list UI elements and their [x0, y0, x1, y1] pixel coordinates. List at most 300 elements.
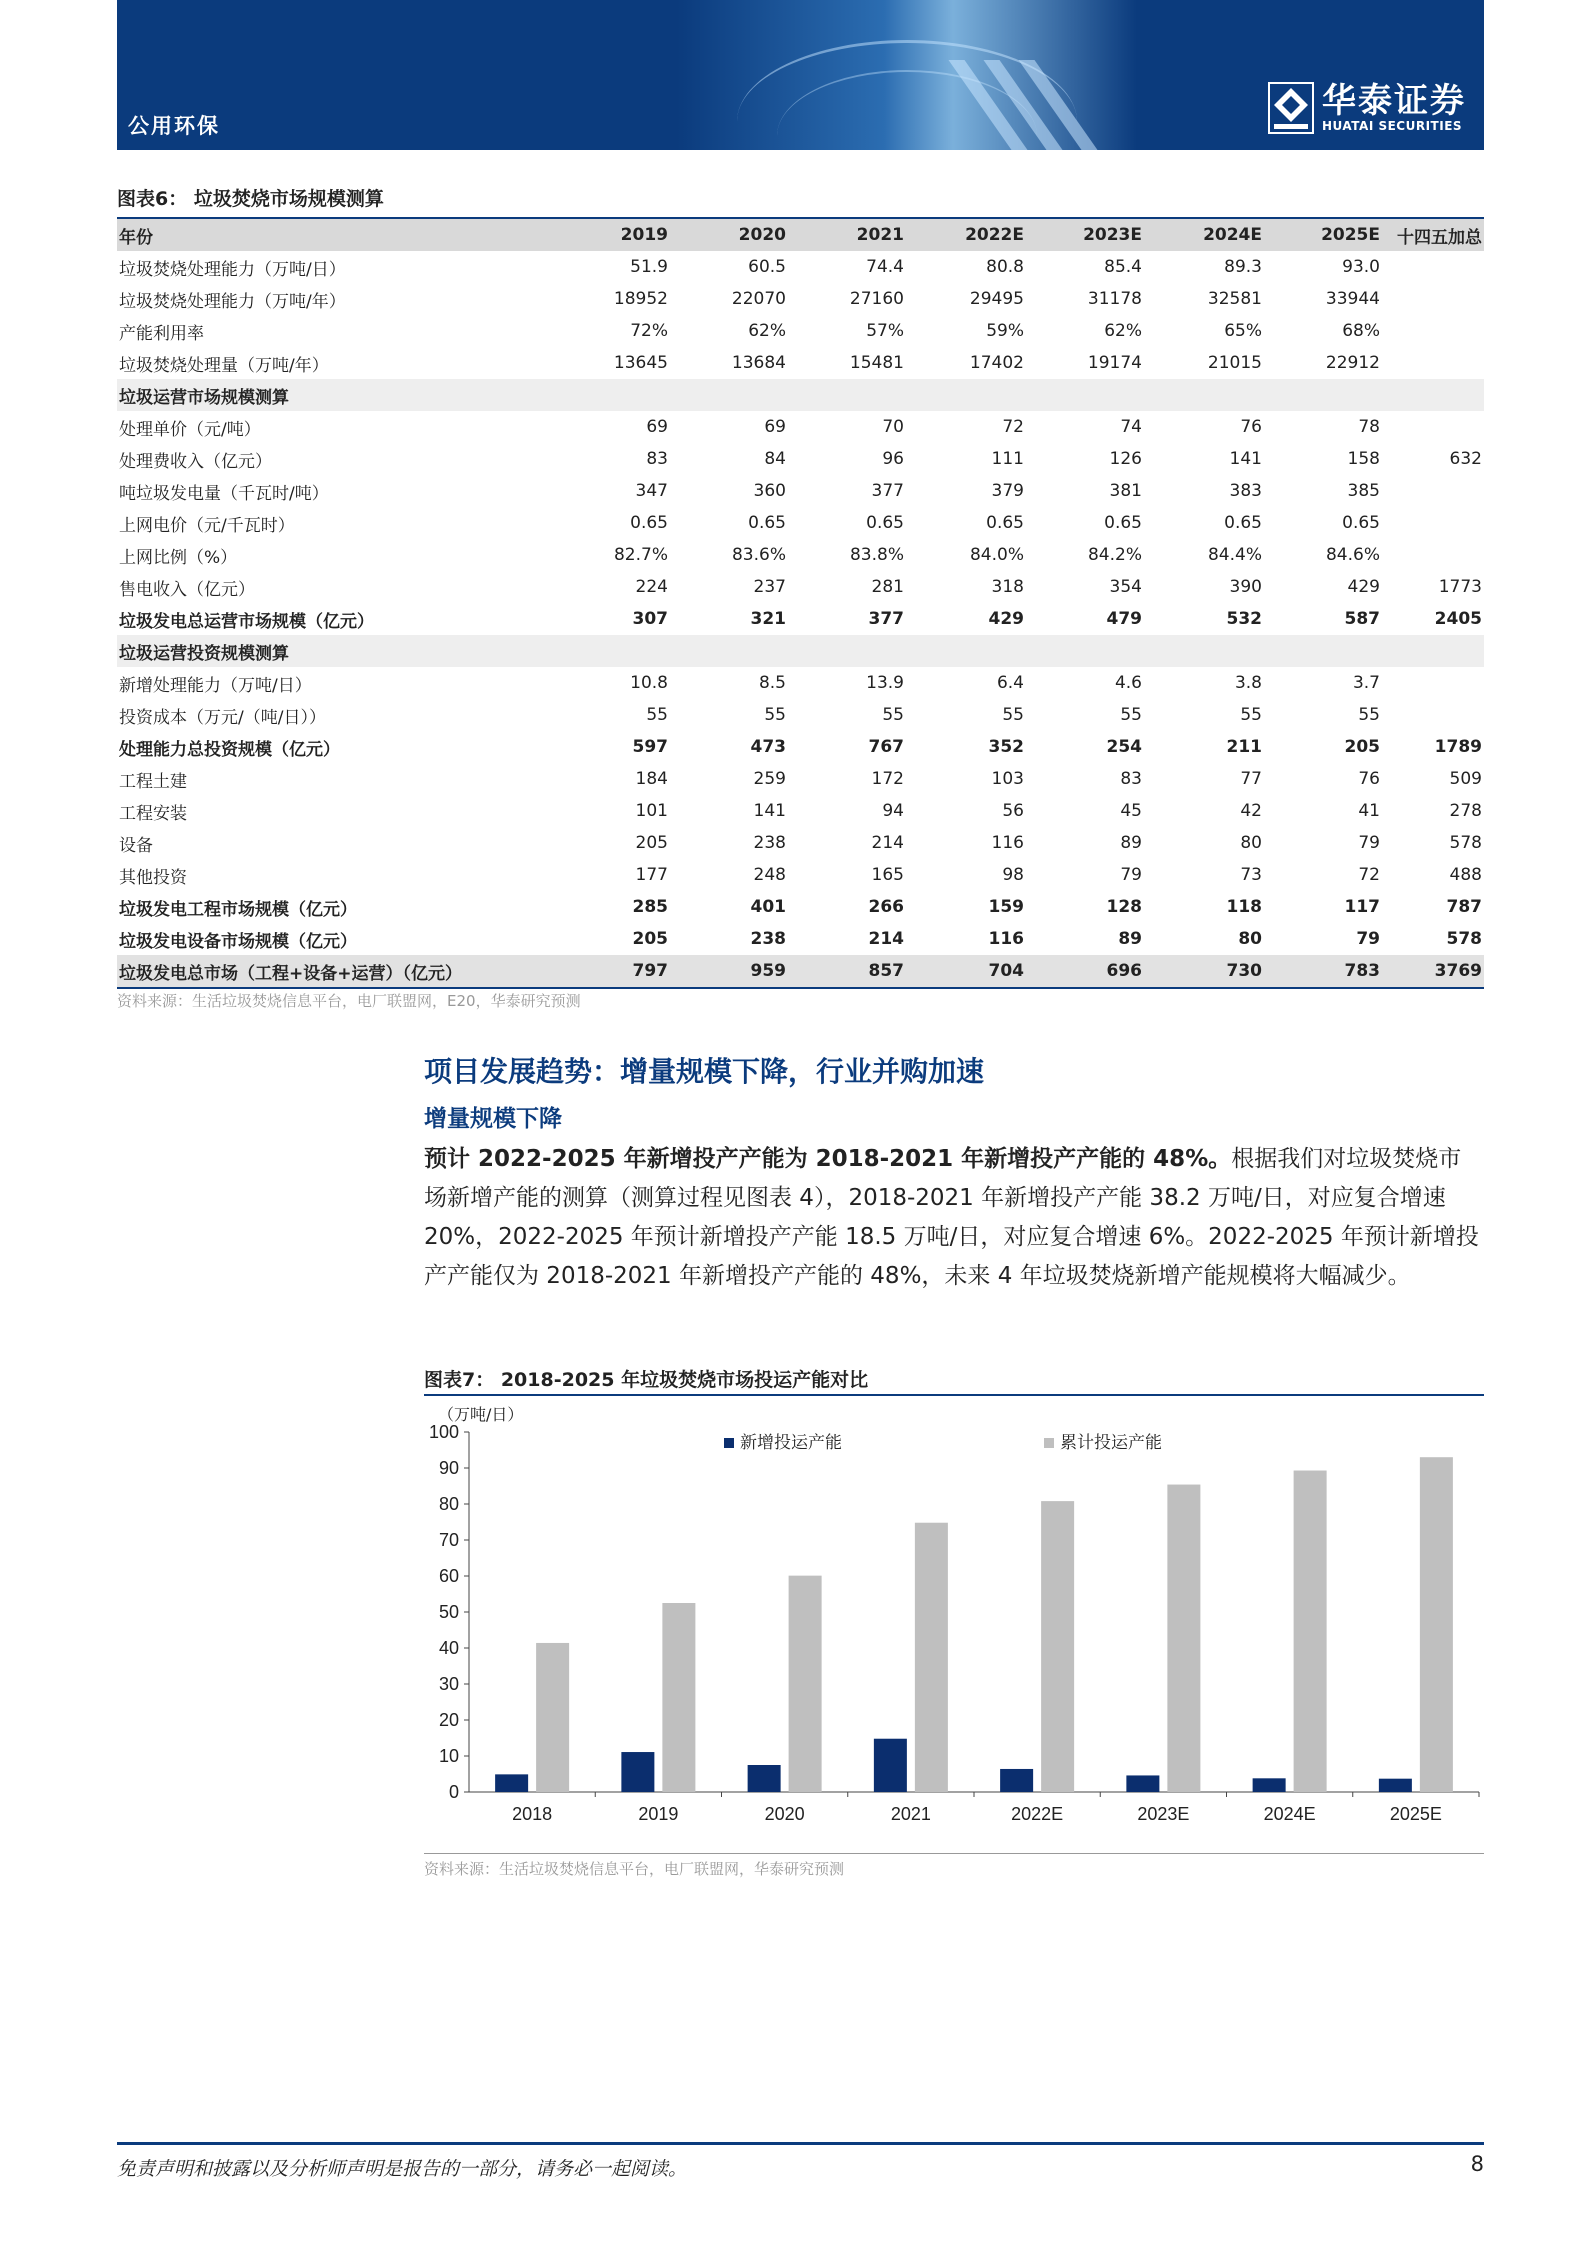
table-cell: 89 — [1118, 929, 1142, 949]
table-cell: 32581 — [1207, 289, 1262, 309]
table-row — [117, 731, 1484, 763]
table-cell: 84 — [764, 449, 786, 469]
table-cell: 0.65 — [986, 513, 1024, 533]
table-cell — [1382, 347, 1484, 379]
table-cell — [1264, 379, 1382, 411]
table-cell: 70 — [882, 417, 904, 437]
table-cell: 165 — [871, 865, 904, 885]
chart-source: 资料来源：生活垃圾焚烧信息平台，电厂联盟网，华泰研究预测 — [424, 1860, 845, 1878]
table-cell: 72 — [1002, 417, 1024, 437]
y-tick-label: 40 — [438, 1638, 459, 1658]
table-cell: 8.5 — [758, 673, 786, 693]
bar-new-capacity — [874, 1739, 907, 1792]
table-cell: 118 — [1226, 897, 1262, 917]
x-tick-label: 2021 — [890, 1804, 931, 1824]
table-cell: 55 — [882, 705, 904, 725]
table-cell: 72 — [1358, 865, 1380, 885]
table-cell: 83 — [646, 449, 668, 469]
table-cell: 96 — [882, 449, 904, 469]
bar-cumulative-capacity — [1167, 1485, 1200, 1792]
x-tick-label: 2025E — [1389, 1804, 1442, 1824]
table-cell — [788, 635, 906, 667]
bar-new-capacity — [621, 1752, 654, 1792]
y-tick-label: 50 — [438, 1602, 459, 1622]
table-cell: 84.6% — [1325, 545, 1380, 565]
capacity-bar-chart — [424, 1420, 1484, 1850]
table-cell — [1264, 635, 1382, 667]
subsection-heading: 增量规模下降 — [424, 1106, 562, 1132]
table-cell: 307 — [632, 609, 668, 629]
table-cell: 68% — [1342, 321, 1380, 341]
chart-bottom-rule — [424, 1853, 1484, 1854]
table-row — [117, 859, 1484, 891]
legend-swatch — [1044, 1438, 1054, 1448]
bar-cumulative-capacity — [789, 1576, 822, 1792]
table-row — [117, 347, 1484, 379]
table-cell: 55 — [646, 705, 668, 725]
table-row — [117, 763, 1484, 795]
y-tick-label: 90 — [438, 1458, 459, 1478]
table-cell: 79 — [1356, 929, 1380, 949]
table-cell: 83.6% — [731, 545, 786, 565]
table-cell — [1382, 251, 1484, 283]
footer-disclaimer: 免责声明和披露以及分析师声明是报告的一部分，请务必一起阅读。 — [117, 2158, 688, 2180]
table-cell: 578 — [1449, 833, 1482, 853]
column-header: 2024E — [1144, 218, 1264, 251]
table-cell: 83 — [1120, 769, 1142, 789]
table-cell: 509 — [1449, 769, 1482, 789]
x-tick-label: 2023E — [1137, 1804, 1190, 1824]
table-cell — [1382, 699, 1484, 731]
row-label: 垃圾焚烧处理能力（万吨/年） — [119, 291, 346, 312]
table-cell: 360 — [753, 481, 786, 501]
table-cell: 1773 — [1438, 577, 1482, 597]
table-header-row — [117, 218, 1484, 251]
table-cell: 224 — [635, 577, 668, 597]
table-row — [117, 315, 1484, 347]
table-cell — [906, 379, 1026, 411]
column-header: 十四五加总 — [1382, 218, 1484, 251]
table-cell: 84.2% — [1087, 545, 1142, 565]
table-cell: 767 — [868, 737, 904, 757]
row-label: 工程安装 — [119, 803, 187, 824]
table-cell: 184 — [635, 769, 668, 789]
body-paragraph — [424, 1140, 1484, 1296]
bar-new-capacity — [1000, 1769, 1033, 1792]
table-row — [117, 411, 1484, 443]
table-cell: 74 — [1120, 417, 1142, 437]
table-cell: 248 — [753, 865, 786, 885]
table-cell: 238 — [750, 929, 786, 949]
table-cell: 0.65 — [866, 513, 904, 533]
table-cell: 82.7% — [613, 545, 668, 565]
chart-y-unit: （万吨/日） — [438, 1405, 524, 1424]
table-cell: 381 — [1109, 481, 1142, 501]
table-cell: 17402 — [969, 353, 1024, 373]
table-cell: 29495 — [969, 289, 1024, 309]
table-cell: 390 — [1229, 577, 1262, 597]
table-cell: 22070 — [731, 289, 786, 309]
table-cell: 78 — [1358, 417, 1380, 437]
legend-label: 累计投运产能 — [1060, 1433, 1162, 1453]
table-cell: 266 — [868, 897, 904, 917]
table-cell: 532 — [1226, 609, 1262, 629]
table-cell: 158 — [1347, 449, 1380, 469]
table-cell: 80.8 — [986, 257, 1024, 277]
table-cell: 89 — [1120, 833, 1142, 853]
table-cell: 94 — [882, 801, 904, 821]
bar-cumulative-capacity — [662, 1603, 695, 1792]
table-cell: 479 — [1106, 609, 1142, 629]
table-cell: 84.0% — [969, 545, 1024, 565]
table-cell — [1382, 283, 1484, 315]
column-header: 2020 — [670, 218, 788, 251]
table-cell: 74.4 — [866, 257, 904, 277]
paragraph-lead: 预计 2022-2025 年新增投产产能为 2018-2021 年新增投产产能的 48%。 — [424, 1146, 1232, 1172]
table-cell: 101 — [635, 801, 668, 821]
table-cell — [906, 635, 1026, 667]
table-cell — [1382, 635, 1484, 667]
table-cell: 69 — [646, 417, 668, 437]
table-cell: 205 — [635, 833, 668, 853]
table-cell: 41 — [1358, 801, 1380, 821]
table-cell: 578 — [1446, 929, 1482, 949]
table-cell: 2405 — [1434, 609, 1482, 629]
table-cell — [1382, 379, 1484, 411]
table-cell: 116 — [988, 929, 1024, 949]
table-cell: 352 — [988, 737, 1024, 757]
x-tick-label: 2024E — [1263, 1804, 1316, 1824]
table-cell: 278 — [1449, 801, 1482, 821]
y-tick-label: 60 — [438, 1566, 459, 1586]
table-cell: 15481 — [849, 353, 904, 373]
table-cell: 13.9 — [866, 673, 904, 693]
table-cell — [1144, 635, 1264, 667]
y-tick-label: 30 — [438, 1674, 459, 1694]
row-label: 垃圾运营投资规模测算 — [117, 635, 557, 667]
row-label: 工程土建 — [119, 771, 187, 792]
page-number: 8 — [1470, 2152, 1484, 2176]
table-cell: 62% — [1104, 321, 1142, 341]
row-label: 垃圾焚烧处理量（万吨/年） — [119, 355, 329, 376]
row-label: 垃圾发电工程市场规模（亿元） — [119, 899, 357, 920]
table-cell — [788, 379, 906, 411]
table-cell: 959 — [670, 955, 788, 988]
table-cell: 141 — [753, 801, 786, 821]
table-cell: 401 — [750, 897, 786, 917]
table-row — [117, 571, 1484, 603]
table-row — [117, 891, 1484, 923]
table-cell — [1382, 667, 1484, 699]
table-row — [117, 827, 1484, 859]
row-label: 处理能力总投资规模（亿元） — [119, 739, 340, 760]
table-cell: 238 — [753, 833, 786, 853]
table-cell: 141 — [1229, 449, 1262, 469]
table-section-row — [117, 379, 1484, 411]
row-label: 设备 — [119, 835, 153, 856]
logo-name-cn: 华泰证券 — [1322, 81, 1466, 121]
table-cell: 237 — [753, 577, 786, 597]
bar-cumulative-capacity — [1294, 1471, 1327, 1792]
bar-new-capacity — [1253, 1778, 1286, 1792]
bar-new-capacity — [495, 1774, 528, 1792]
table-cell: 79 — [1120, 865, 1142, 885]
table-cell: 76 — [1358, 769, 1380, 789]
row-label: 垃圾发电设备市场规模（亿元） — [119, 931, 357, 952]
table-cell — [1026, 635, 1144, 667]
table-cell: 117 — [1344, 897, 1380, 917]
table-cell: 80 — [1240, 833, 1262, 853]
row-label: 吨垃圾发电量（千瓦时/吨） — [119, 483, 329, 504]
table-cell — [1382, 475, 1484, 507]
table-cell: 62% — [748, 321, 786, 341]
table-cell: 116 — [991, 833, 1024, 853]
table-cell: 377 — [871, 481, 904, 501]
table-cell: 45 — [1120, 801, 1142, 821]
table-cell: 73 — [1240, 865, 1262, 885]
table-cell: 285 — [632, 897, 668, 917]
table-caption: 图表6： 垃圾焚烧市场规模测算 — [117, 188, 384, 210]
company-logo — [1268, 82, 1466, 134]
table-cell: 3.7 — [1352, 673, 1380, 693]
table-cell: 0.65 — [1224, 513, 1262, 533]
table-cell: 597 — [632, 737, 668, 757]
table-cell: 33944 — [1325, 289, 1380, 309]
table-row — [117, 475, 1484, 507]
table-cell: 80 — [1238, 929, 1262, 949]
table-cell: 57% — [866, 321, 904, 341]
table-cell: 83.8% — [849, 545, 904, 565]
y-tick-label: 10 — [438, 1746, 459, 1766]
table-cell — [1382, 507, 1484, 539]
table-cell: 159 — [988, 897, 1024, 917]
legend-swatch — [724, 1438, 734, 1448]
chart-top-rule — [424, 1394, 1484, 1396]
table-cell — [1382, 315, 1484, 347]
table-row — [117, 603, 1484, 635]
table-cell: 632 — [1449, 449, 1482, 469]
table-cell: 3.8 — [1234, 673, 1262, 693]
table-cell: 354 — [1109, 577, 1142, 597]
table-cell: 379 — [991, 481, 1024, 501]
row-label: 垃圾发电总运营市场规模（亿元） — [119, 611, 374, 632]
footer-rule — [117, 2142, 1484, 2145]
x-tick-label: 2020 — [764, 1804, 805, 1824]
table-cell: 377 — [868, 609, 904, 629]
table-cell: 4.6 — [1114, 673, 1142, 693]
bar-cumulative-capacity — [915, 1523, 948, 1792]
table-cell: 347 — [635, 481, 668, 501]
table-cell: 79 — [1358, 833, 1380, 853]
table-cell: 42 — [1240, 801, 1262, 821]
table-cell — [670, 635, 788, 667]
table-row — [117, 283, 1484, 315]
table-cell: 6.4 — [996, 673, 1024, 693]
table-cell: 60.5 — [748, 257, 786, 277]
table-row — [117, 667, 1484, 699]
y-tick-label: 100 — [428, 1422, 459, 1442]
table-cell: 429 — [1347, 577, 1380, 597]
table-row — [117, 795, 1484, 827]
column-header: 2021 — [788, 218, 906, 251]
table-cell: 0.65 — [748, 513, 786, 533]
x-tick-label: 2022E — [1011, 1804, 1064, 1824]
table-cell: 103 — [991, 769, 1024, 789]
table-cell: 704 — [906, 955, 1026, 988]
table-cell: 488 — [1449, 865, 1482, 885]
logo-name-en: HUATAI SECURITIES — [1322, 119, 1463, 133]
row-label: 垃圾运营市场规模测算 — [117, 379, 557, 411]
table-cell: 55 — [1240, 705, 1262, 725]
table-cell: 19174 — [1087, 353, 1142, 373]
y-tick-label: 20 — [438, 1710, 459, 1730]
table-cell: 205 — [632, 929, 668, 949]
table-cell: 0.65 — [1342, 513, 1380, 533]
table-cell: 0.65 — [630, 513, 668, 533]
table-cell: 318 — [991, 577, 1024, 597]
table-cell: 787 — [1446, 897, 1482, 917]
table-cell: 10.8 — [630, 673, 668, 693]
legend-label: 新增投运产能 — [740, 1433, 842, 1453]
row-label: 上网比例（%） — [119, 547, 238, 568]
table-row — [117, 507, 1484, 539]
bar-cumulative-capacity — [1041, 1501, 1074, 1792]
market-size-table — [117, 217, 1484, 989]
y-tick-label: 70 — [438, 1530, 459, 1550]
table-cell: 259 — [753, 769, 786, 789]
table-cell — [1026, 379, 1144, 411]
table-cell: 321 — [750, 609, 786, 629]
table-cell: 211 — [1226, 737, 1262, 757]
table-cell: 281 — [871, 577, 904, 597]
table-row — [117, 699, 1484, 731]
table-cell: 783 — [1264, 955, 1382, 988]
section-heading: 项目发展趋势：增量规模下降，行业并购加速 — [424, 1055, 985, 1088]
table-cell — [670, 379, 788, 411]
table-cell: 385 — [1347, 481, 1380, 501]
table-cell: 77 — [1240, 769, 1262, 789]
table-row — [117, 923, 1484, 955]
table-cell: 76 — [1240, 417, 1262, 437]
table-cell: 21015 — [1207, 353, 1262, 373]
y-tick-label: 0 — [448, 1782, 459, 1802]
table-cell: 214 — [868, 929, 904, 949]
table-cell: 84.4% — [1207, 545, 1262, 565]
table-cell — [1382, 539, 1484, 571]
row-label: 垃圾焚烧处理能力（万吨/日） — [119, 259, 346, 280]
table-cell: 85.4 — [1104, 257, 1142, 277]
table-cell — [557, 379, 670, 411]
table-cell: 93.0 — [1342, 257, 1380, 277]
table-cell: 696 — [1026, 955, 1144, 988]
table-cell: 383 — [1229, 481, 1262, 501]
column-header: 2019 — [557, 218, 670, 251]
table-row — [117, 955, 1484, 988]
row-label: 投资成本（万元/（吨/日）） — [119, 707, 326, 728]
table-cell: 59% — [986, 321, 1024, 341]
table-cell — [557, 635, 670, 667]
table-cell: 1789 — [1434, 737, 1482, 757]
table-cell: 126 — [1109, 449, 1142, 469]
x-tick-label: 2019 — [638, 1804, 679, 1824]
table-cell: 31178 — [1087, 289, 1142, 309]
table-cell: 13684 — [731, 353, 786, 373]
table-cell: 797 — [557, 955, 670, 988]
table-cell — [1382, 411, 1484, 443]
table-cell: 128 — [1106, 897, 1142, 917]
table-cell: 214 — [871, 833, 904, 853]
table-cell: 98 — [1002, 865, 1024, 885]
y-tick-label: 80 — [438, 1494, 459, 1514]
row-label: 上网电价（元/千瓦时） — [119, 515, 295, 536]
column-header: 2025E — [1264, 218, 1382, 251]
table-cell — [1144, 379, 1264, 411]
table-cell: 69 — [764, 417, 786, 437]
table-cell: 65% — [1224, 321, 1262, 341]
table-cell: 18952 — [613, 289, 668, 309]
table-cell: 473 — [750, 737, 786, 757]
bar-new-capacity — [748, 1765, 781, 1792]
table-cell: 205 — [1344, 737, 1380, 757]
table-cell: 27160 — [849, 289, 904, 309]
table-cell: 55 — [764, 705, 786, 725]
table-section-row — [117, 635, 1484, 667]
row-label: 其他投资 — [119, 867, 187, 888]
paragraph-body: 根据我们对垃圾焚烧市场新增产能的测算（测算过程见图表 4），2018-2021 年新增投产产能 38.2 万吨/日，对应复合增速 20%，2022-2025 年预计新增投产产能 18.5 万吨/日，对应复合增速 6%。2022-2025 年预计新增投产产能仅为 2018-2021 年新增投产产能的 48%，未来 4 年垃圾焚烧新增产能规模将大幅减少。 — [424, 1146, 1479, 1289]
row-label: 处理费收入（亿元） — [119, 451, 272, 472]
table-cell: 89.3 — [1224, 257, 1262, 277]
table-cell: 55 — [1358, 705, 1380, 725]
chart-caption: 图表7： 2018-2025 年垃圾焚烧市场投运产能对比 — [424, 1369, 869, 1391]
bar-new-capacity — [1126, 1775, 1159, 1792]
table-cell: 857 — [788, 955, 906, 988]
table-cell: 13645 — [613, 353, 668, 373]
row-label: 产能利用率 — [119, 323, 204, 344]
table-cell: 111 — [991, 449, 1024, 469]
table-cell: 0.65 — [1104, 513, 1142, 533]
table-cell: 172 — [871, 769, 904, 789]
table-cell: 254 — [1106, 737, 1142, 757]
logo-icon — [1268, 82, 1314, 134]
column-header: 年份 — [117, 218, 557, 251]
table-source: 资料来源：生活垃圾焚烧信息平台，电厂联盟网，E20，华泰研究预测 — [117, 992, 581, 1010]
row-label: 处理单价（元/吨） — [119, 419, 261, 440]
bar-new-capacity — [1379, 1779, 1412, 1792]
table-row — [117, 251, 1484, 283]
section-label: 公用环保 — [128, 114, 220, 138]
column-header: 2023E — [1026, 218, 1144, 251]
row-label: 售电收入（亿元） — [119, 579, 255, 600]
bar-cumulative-capacity — [536, 1643, 569, 1792]
table-cell: 51.9 — [630, 257, 668, 277]
table-row — [117, 443, 1484, 475]
table-cell: 22912 — [1325, 353, 1380, 373]
table-cell: 730 — [1144, 955, 1264, 988]
table-cell: 72% — [630, 321, 668, 341]
bar-cumulative-capacity — [1420, 1457, 1453, 1792]
table-cell: 177 — [635, 865, 668, 885]
column-header: 2022E — [906, 218, 1026, 251]
x-tick-label: 2018 — [512, 1804, 553, 1824]
table-cell: 429 — [988, 609, 1024, 629]
row-label: 垃圾发电总市场（工程+设备+运营）（亿元） — [117, 955, 557, 988]
row-label: 新增处理能力（万吨/日） — [119, 675, 312, 696]
table-cell: 55 — [1002, 705, 1024, 725]
table-cell: 3769 — [1382, 955, 1484, 988]
table-cell: 587 — [1344, 609, 1380, 629]
table-row — [117, 539, 1484, 571]
table-cell: 55 — [1120, 705, 1142, 725]
